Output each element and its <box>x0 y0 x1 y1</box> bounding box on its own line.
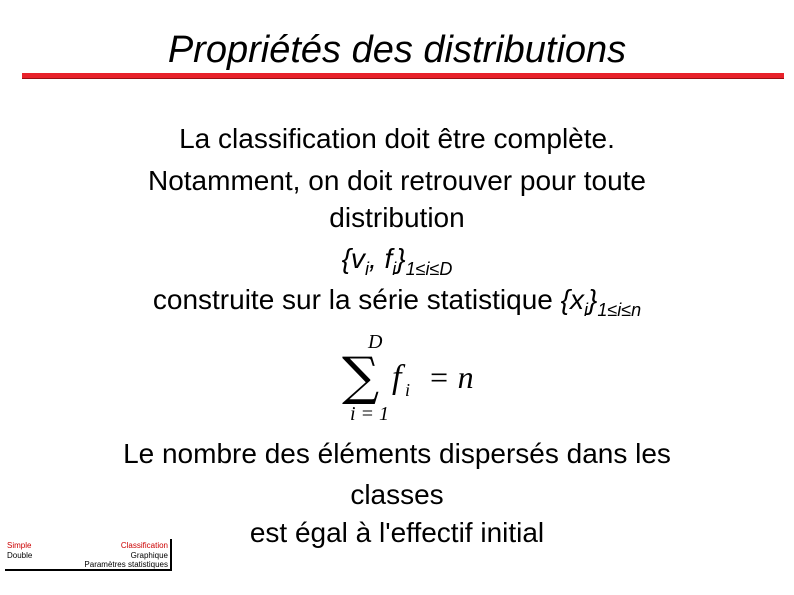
slide-title: Propriétés des distributions <box>167 29 627 71</box>
series-close: } <box>587 284 598 315</box>
distribution-notation <box>0 240 794 281</box>
formula-rhs: = n <box>428 359 474 395</box>
sum-upper-bound: D <box>368 331 383 353</box>
dist-range: 1≤i≤D <box>405 259 453 279</box>
sigma-symbol: ∑ <box>342 347 380 407</box>
navigation-panel <box>5 539 172 571</box>
series-index: i <box>583 300 588 320</box>
nav-right-column <box>84 541 168 570</box>
formula-f: f <box>392 359 402 396</box>
series-range: 1≤i≤n <box>597 300 642 320</box>
series-text: construite sur la série statistique <box>152 284 561 315</box>
para2-line1: Le nombre des éléments dispersés dans les <box>123 438 671 469</box>
nav-link-double[interactable]: Double <box>7 550 33 560</box>
series-open: {x <box>560 284 584 315</box>
nav-link-graphique[interactable]: Graphique <box>130 550 168 560</box>
para2-line3: est égal à l'effectif initial <box>249 517 545 548</box>
dist-index-2: i <box>392 259 397 279</box>
formula-i: i <box>405 380 411 400</box>
nav-link-simple[interactable]: Simple <box>7 541 32 550</box>
para2-line2: classes <box>350 479 444 510</box>
dist-open: {v <box>341 243 365 274</box>
sum-lower-bound: i = 1 <box>350 403 390 425</box>
series-line <box>0 281 794 322</box>
dist-index-1: i <box>364 259 369 279</box>
dist-sep: , f <box>368 243 393 274</box>
dist-close: } <box>396 243 406 274</box>
nav-link-classification[interactable]: Classification <box>120 541 168 550</box>
sum-formula <box>340 330 500 430</box>
para1-line3: distribution <box>329 202 465 233</box>
para1-line2: Notamment, on doit retrouver pour toute <box>147 165 647 196</box>
title-underline <box>22 73 784 79</box>
nav-link-parametres[interactable]: Paramètres statistiques <box>84 560 168 569</box>
para1-line1: La classification doit être complète. <box>179 123 615 154</box>
nav-left-column <box>7 541 32 560</box>
